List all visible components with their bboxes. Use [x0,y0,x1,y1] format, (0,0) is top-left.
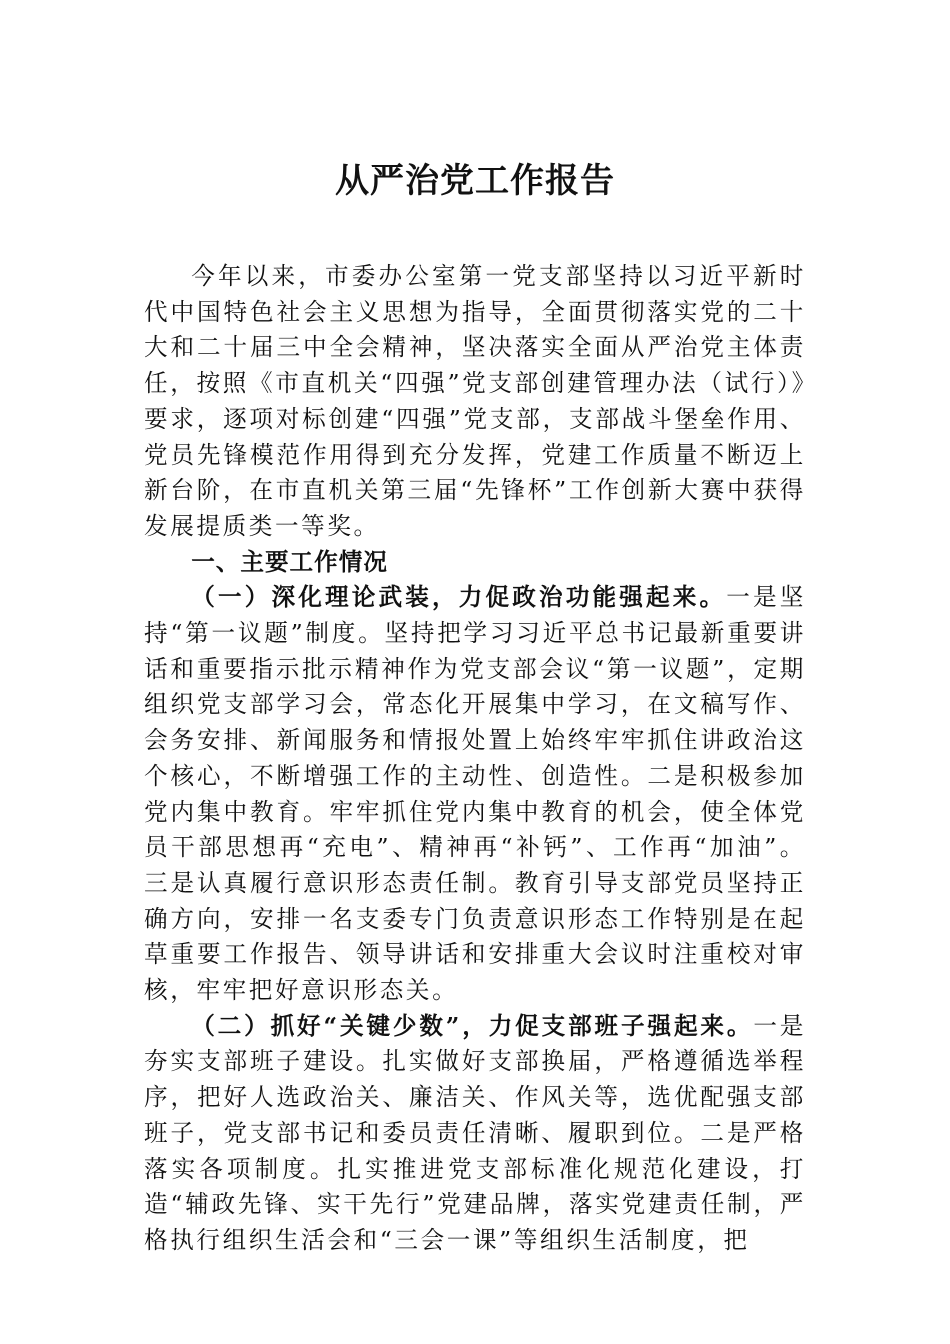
intro-paragraph: 今年以来，市委办公室第一党支部坚持以习近平新时代中国特色社会主义思想为指导，全面贯彻落实党的二十大和二十届三中全会精神，坚决落实全面从严治党主体责任，按照《市直机关“四强”党支部创建管理办法（试行）》要求，逐项对标创建“四强”党支部，支部战斗堡垒作用、党员先锋模范作用得到充分发挥，党建工作质量不断迈上新台阶，在市直机关第三届“先锋杯”工作创新大赛中获得发展提质类一等奖。 [144,262,806,540]
paragraph-lead: （二）抓好“关键少数”，力促支部班子强起来。 [191,1011,754,1040]
paragraph-text: 一是坚持“第一议题”制度。坚持把学习习近平总书记最新重要讲话和重要指示批示精神作为党支部会议“第一议题”，定期组织党支部学习会，常态化开展集中学习，在文稿写作、会务安排、新闻服务和情报处置上始终牢牢抓住讲政治这个核心，不断增强工作的主动性、创造性。二是积极参加党内集中教育。牢牢抓住党内集中教育的机会，使全体党员干部思想再“充电”、精神再“补钙”、工作再“加油”。三是认真履行意识形态责任制。教育引导支部党员坚持正确方向，安排一名支委专门负责意识形态工作特别是在起草重要工作报告、领导讲话和安排重大会议时注重校对审核，牢牢把好意识形态关。 [144,583,807,1005]
paragraph-item-1 [144,580,806,1008]
paragraph-lead: （一）深化理论武装，力促政治功能强起来。 [191,583,727,612]
document-title: 从严治党工作报告 [335,161,615,201]
paragraph-item-2 [144,1009,806,1259]
section-heading: 一、主要工作情况 [191,547,388,576]
paragraph-text: 一是夯实支部班子建设。扎实做好支部换届，严格遵循选举程序，把好人选政治关、廉洁关、作风关等，选优配强支部班子，党支部书记和委员责任清晰、履职到位。二是严格落实各项制度。扎实推进党支部标准化规范化建设，打造“辅政先锋、实干先行”党建品牌，落实党建责任制，严格执行组织生活会和“三会一课”等组织生活制度，把 [144,1011,807,1254]
document-body [144,259,806,1259]
